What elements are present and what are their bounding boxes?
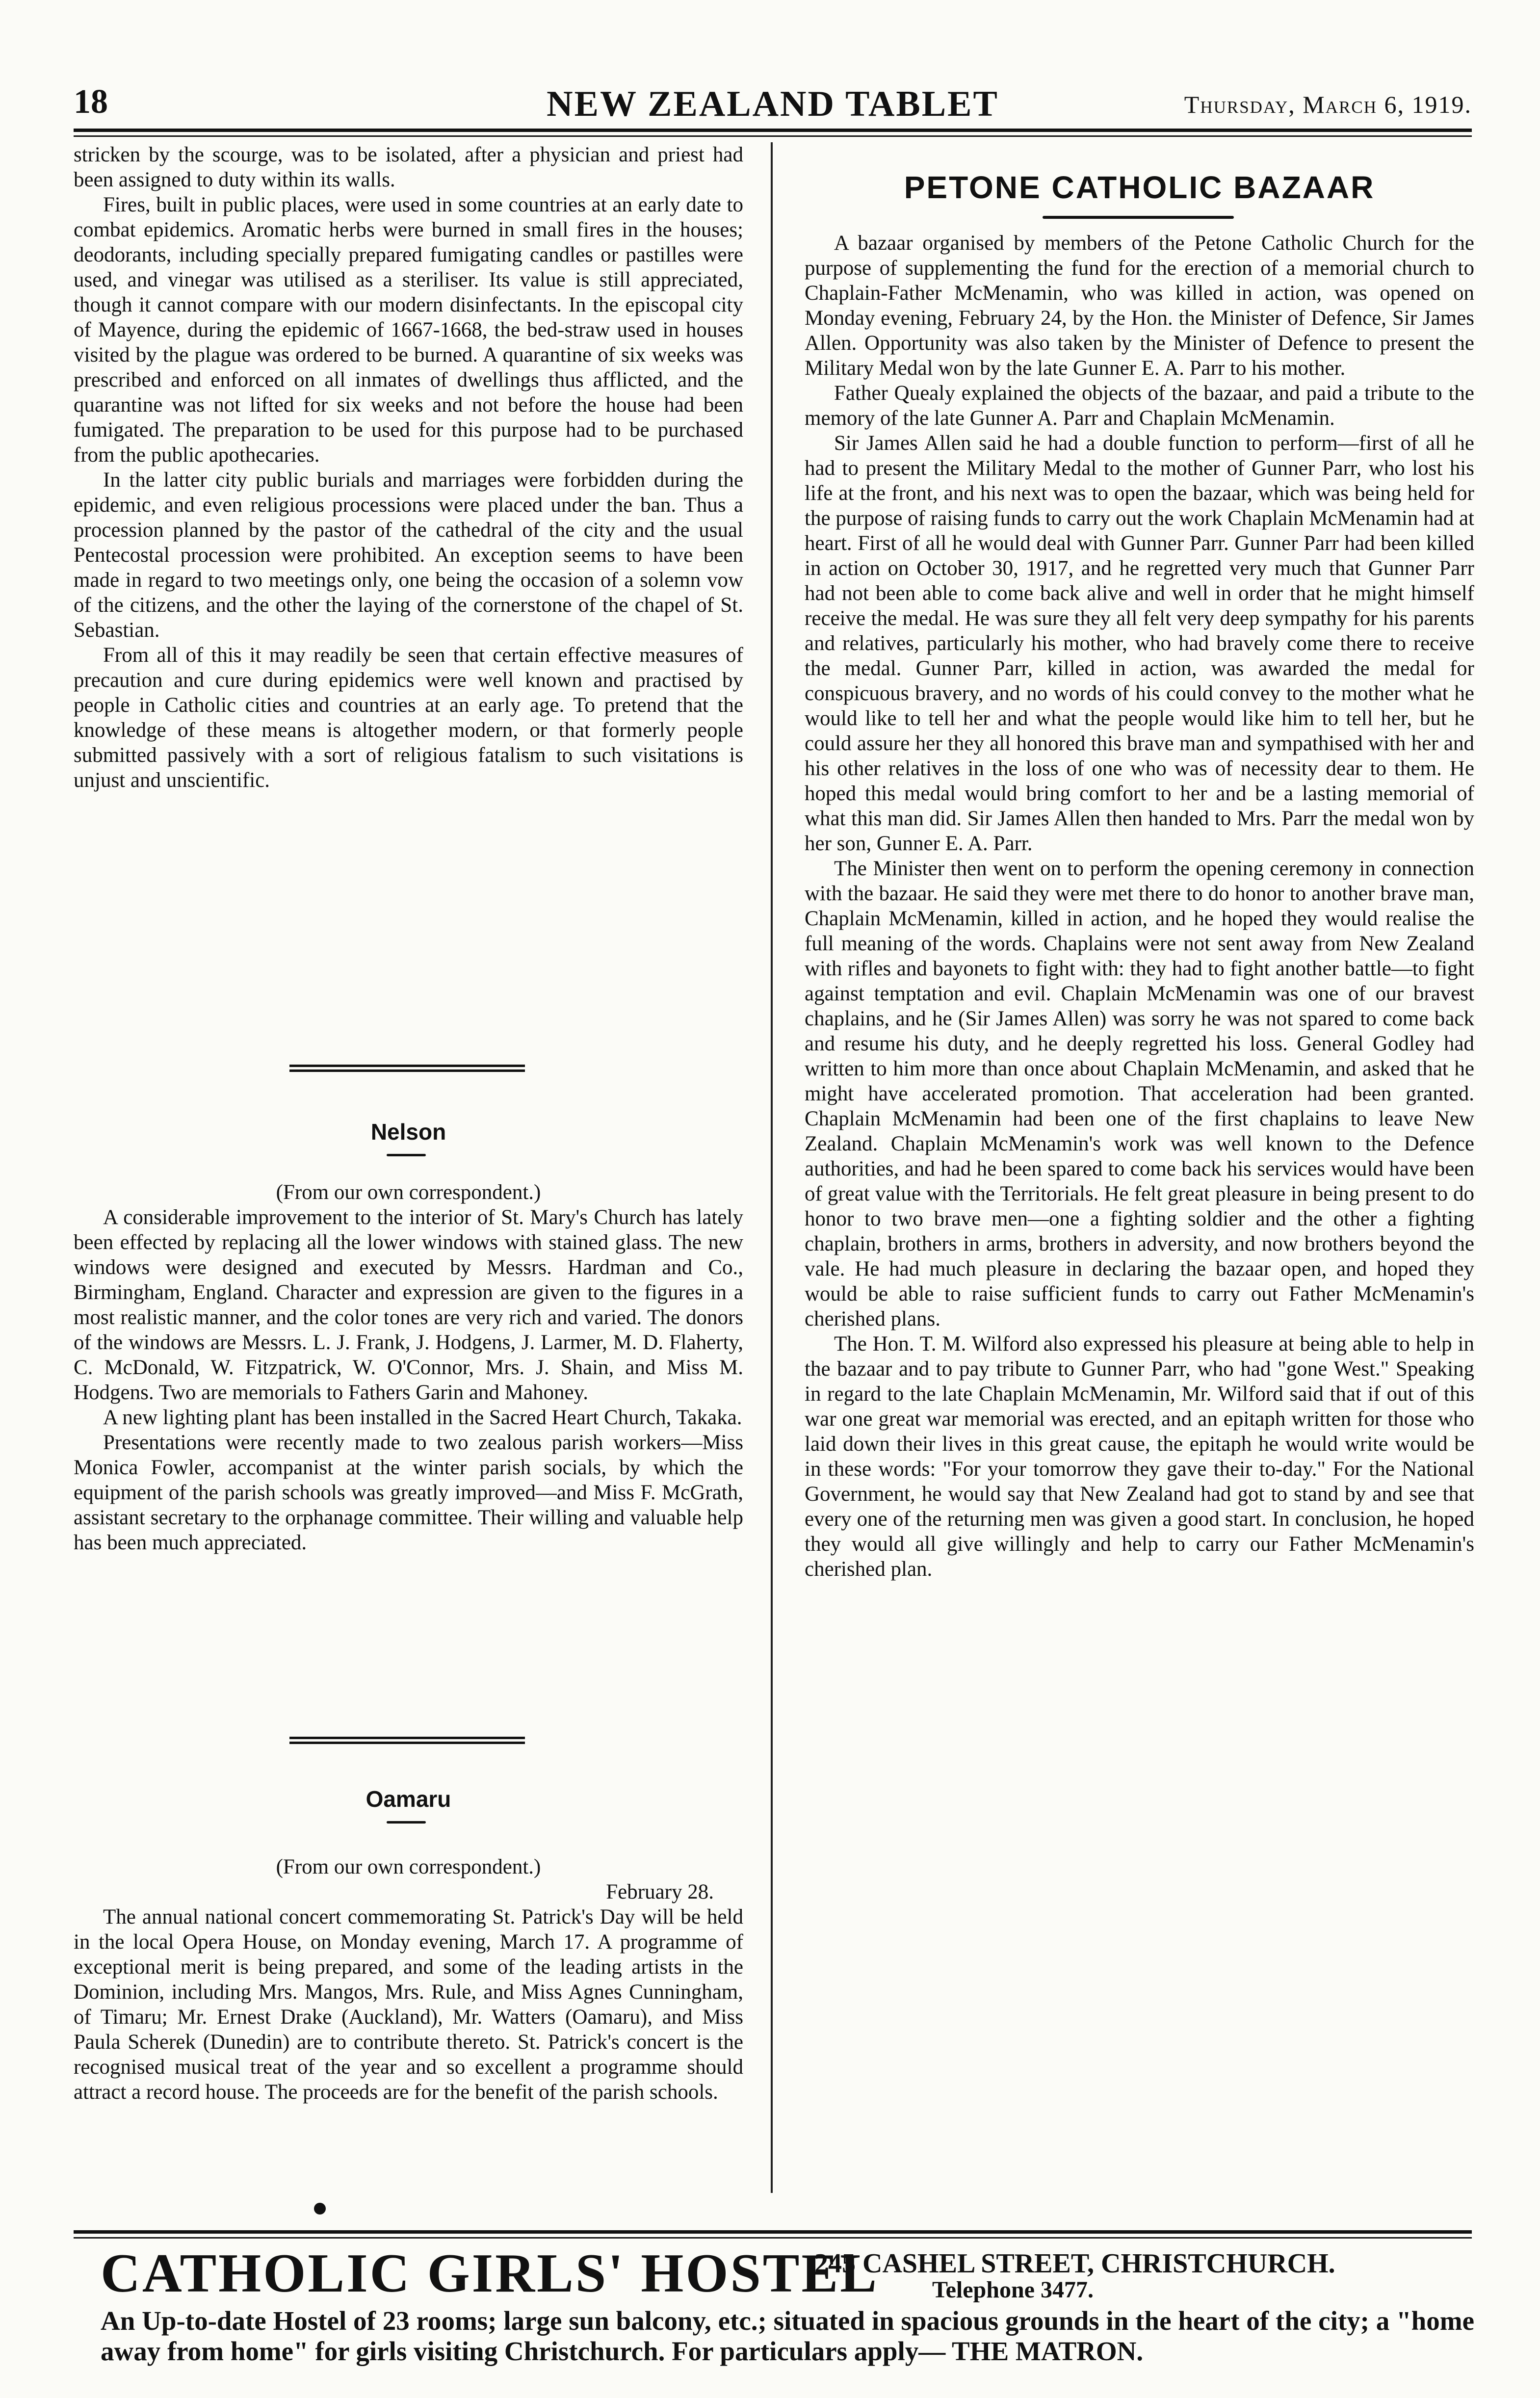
oamaru-heading: Oamaru: [365, 1786, 451, 1812]
nelson-paragraph: Presentations were recently made to two zealous parish workers—Miss Monica Fowler, accompanist at the winter parish socials, by which the equipment of the parish schools was greatly improved—and Miss F. McGrath, assistant secretary to the orphanage committee. Their willing and valuable help has been much appreciated.: [74, 1431, 743, 1554]
heading-dash: [387, 1821, 426, 1824]
oamaru-section: [74, 1854, 743, 2105]
bazaar-paragraph: The Hon. T. M. Wilford also expressed his pleasure at being able to help in the bazaar and to pay tribute to Gunner Parr, who had "gone West." Speaking in regard to the late Chaplain McMenamin, Mr. Wilford said that if out of this war one great war memorial was erected, and an epitaph written for those who laid down their lives in this great cause, the epitaph he would write would be in these words: "For your tomorrow they gave their to-day." For the National Government, he would say that New Zealand had got to stand by and see that every one of the returning men was given a good start. In conclusion, he hoped they would all give willingly and help to carry our Father McMenamin's cherished plan.: [805, 1332, 1474, 1581]
masthead-rule-thick: [74, 129, 1472, 132]
hostel-ad-title: CATHOLIC GIRLS' HOSTEL: [101, 2243, 879, 2304]
nelson-paragraph: A new lighting plant has been installed in the Sacred Heart Church, Takaka.: [103, 1406, 742, 1429]
nelson-byline: (From our own correspondent.): [276, 1181, 541, 1204]
footer-rule-thick: [74, 2230, 1472, 2234]
section-divider: [289, 1069, 525, 1072]
oamaru-byline: (From our own correspondent.): [276, 1855, 541, 1878]
bazaar-heading: PETONE CATHOLIC BAZAAR: [904, 170, 1375, 205]
hostel-ad-body: An Up-to-date Hostel of 23 rooms; large sun balcony, etc.; situated in spacious grounds in the heart of the city; a "home away from home" for girls visiting Christchurch. For particulars apply— THE MATRON.: [101, 2306, 1474, 2366]
section-divider: [289, 1742, 525, 1744]
page-number: 18: [74, 83, 108, 121]
article-paragraph: stricken by the scourge, was to be isolated, after a physician and priest had been assigned to duty within its walls.: [74, 143, 743, 191]
bazaar-paragraph: Sir James Allen said he had a double function to perform—first of all he had to present the Military Medal to the mother of Gunner Parr, who lost his life at the front, and his next was to open the bazaar, which was being held for the purpose of raising funds to carry out the work Chaplain McMenamin had at heart. First of all he would deal with Gunner Parr. Gunner Parr had been killed in action on October 30, 1917, and he regretted very much that Gunner Parr had not been able to come back alive and well in order that he might himself receive the medal. He was sure they all felt very deep sympathy for his parents and relatives, particularly his mother, who had bravely come there to receive the medal. Gunner Parr, killed in action, was awarded the medal for conspicuous bravery, and no words of his could convey to the mother what he would like to tell her and what the people would like him to tell her, but he could assure her they all honored this brave man and sympathised with her and his other relatives in the loss of one who was of necessity dear to them. He hoped this medal would bring comfort to her and be a lasting memorial of what this man did. Sir James Allen then handed to Mrs. Parr the medal won by her son, Gunner E. A. Parr.: [805, 432, 1474, 855]
article-paragraph: In the latter city public burials and marriages were forbidden during the epidemic, and even religious processions were placed under the ban. Thus a procession planned by the pastor of the cathedral of the city and the usual Pentecostal procession were prohibited. An exception seems to have been made in regard to two meetings only, one being the occasion of a solemn vow of the citizens, and the other the laying of the cornerstone of the chapel of St. Sebastian.: [74, 469, 743, 642]
oamaru-dateline: February 28.: [606, 1880, 714, 1903]
hostel-ad-phone: Telephone 3477.: [932, 2277, 1094, 2303]
end-ornament: [314, 2203, 326, 2215]
heading-dash: [387, 1154, 426, 1156]
epidemic-article: [74, 142, 743, 793]
bazaar-paragraph: The Minister then went on to perform the opening ceremony in connection with the bazaar. He said they were met there to do honor to another brave man, Chaplain McMenamin, killed in action, and he hoped they would realise the full meaning of the words. Chaplains were not sent away from New Zealand with rifles and bayonets to fight with: they had to fight another battle—to fight against temptation and evil. Chaplain McMenamin was one of our bravest chaplains, and he (Sir James Allen) was sorry he was not spared to come back and resume his duty, and he deeply regretted his loss. General Godley had written to him more than once about Chaplain McMenamin, and asked that he might have accelerated promotion. That acceleration had been granted. Chaplain McMenamin had been one of the first chaplains to leave New Zealand. Chaplain McMenamin's work was well known to the Defence authorities, and had he been spared to come back his services would have been of great value with the Territorials. He felt great pleasure in being present to do honor to two brave men—one a fighting soldier and the other a fighting chaplain, brothers in arms, brothers in adversity, and now brothers beyond the vale. He had much pleasure in declaring the bazaar open, and hoped they would be able to raise sufficient funds to carry out Father McMenamin's cherished plans.: [805, 857, 1474, 1330]
masthead: [74, 82, 1472, 127]
section-divider: [289, 1065, 525, 1067]
nelson-heading: Nelson: [370, 1119, 446, 1145]
article-paragraph: From all of this it may readily be seen that certain effective measures of precaution and cure during epidemics were well known and practised by people in Catholic cities and countries at an early age. To pretend that the knowledge of these means is altogether modern, or that formerly people submitted passively with a sort of religious fatalism to such visitations is unjust and unscientific.: [74, 644, 743, 792]
section-divider: [289, 1737, 525, 1739]
masthead-rule-thin: [74, 135, 1472, 137]
nelson-section: [74, 1180, 743, 1555]
footer-rule-thin: [74, 2237, 1472, 2239]
column-divider: [771, 142, 773, 2193]
article-paragraph: Fires, built in public places, were used in some countries at an early date to combat epidemics. Aromatic herbs were burned in small fires in the houses; deodorants, including specially prepared fumigating candles or pastilles were used, and vinegar was utilised as a steriliser. Its value is still appreciated, though it cannot compare with our modern disinfectants. In the episcopal city of Mayence, during the epidemic of 1667-1668, the bed-straw used in houses visited by the plague was ordered to be burned. A quarantine of six weeks was prescribed and enforced on all inmates of dwellings thus afflicted, and the quarantine was not lifted for six weeks and not before the house had been fumigated. The preparation to be used for this purpose had to be purchased from the public apothecaries.: [74, 193, 743, 467]
nelson-paragraph: A considerable improvement to the interior of St. Mary's Church has lately been effected by replacing all the lower windows with stained glass. The new windows were designed and executed by Messrs. Hardman and Co., Birmingham, England. Character and expression are given to the figures in a most realistic manner, and the color tones are very rich and varied. The donors of the windows are Messrs. L. J. Frank, J. Hodgens, J. Larmer, M. D. Flaherty, C. McDonald, W. Fitzpatrick, W. O'Connor, Mrs. J. Shain, and Miss M. Hodgens. Two are memorials to Fathers Garin and Mahoney.: [74, 1206, 743, 1404]
newspaper-title: NEW ZEALAND TABLET: [547, 84, 999, 124]
bazaar-paragraph: A bazaar organised by members of the Petone Catholic Church for the purpose of supplementing the fund for the erection of a memorial church to Chaplain-Father McMenamin, who was killed in action, was opened on Monday evening, February 24, by the Hon. the Minister of Defence, Sir James Allen. Opportunity was also taken by the Minister of Defence to present the Military Medal won by the late Gunner E. A. Parr to his mother.: [805, 232, 1474, 380]
hostel-ad-address: 245 CASHEL STREET, CHRISTCHURCH.: [814, 2248, 1335, 2279]
oamaru-paragraph: The annual national concert commemorating St. Patrick's Day will be held in the local Opera House, on Monday evening, March 17. A programme of exceptional merit is being prepared, and some of the leading artists in the Dominion, including Mrs. Mangos, Mrs. Rule, and Miss Agnes Cunningham, of Timaru; Mr. Ernest Drake (Auckland), Mr. Watters (Oamaru), and Miss Paula Scherek (Dunedin) are to contribute thereto. St. Patrick's concert is the recognised musical treat of the year and so excellent a programme should attract a record house. The proceeds are for the benefit of the parish schools.: [74, 1905, 743, 2104]
bazaar-paragraph: Father Quealy explained the objects of the bazaar, and paid a tribute to the memory of the late Gunner A. Parr and Chaplain McMenamin.: [805, 382, 1474, 430]
issue-date: Thursday, March 6, 1919.: [1184, 91, 1472, 118]
heading-rule: [1043, 216, 1234, 219]
bazaar-article: [805, 231, 1474, 1582]
